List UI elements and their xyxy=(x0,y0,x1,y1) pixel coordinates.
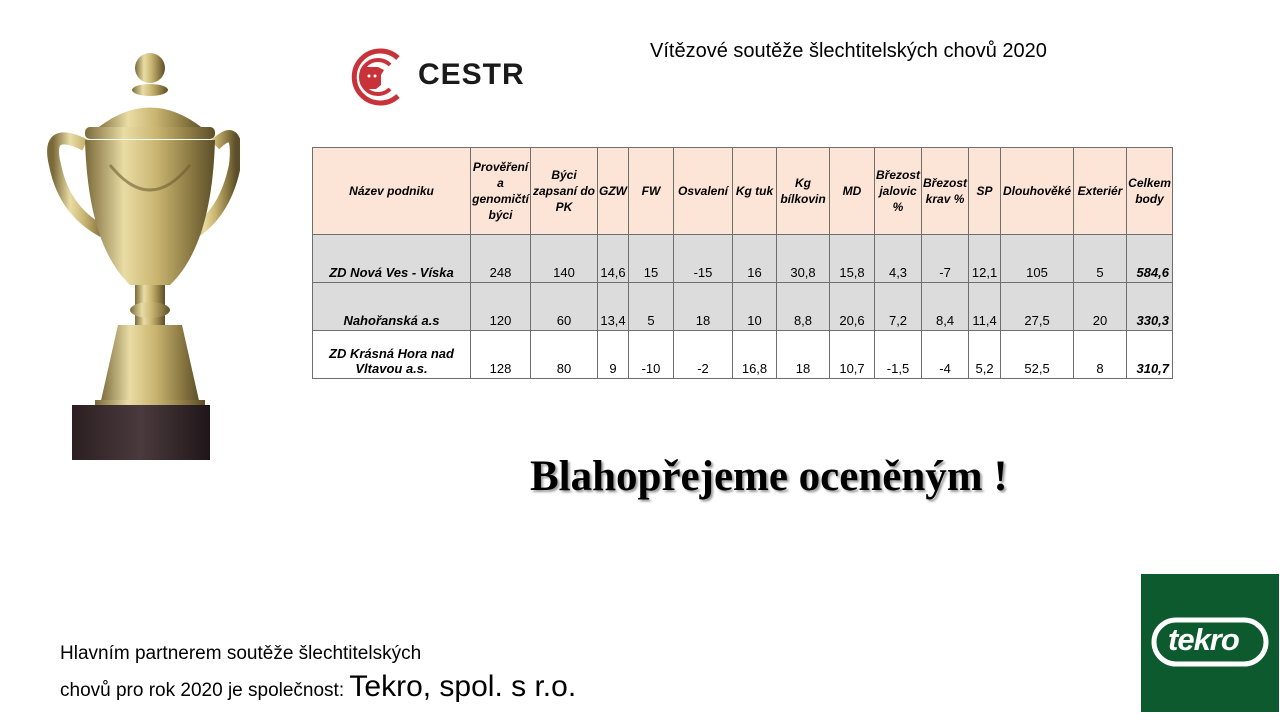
column-header: Březost krav % xyxy=(922,148,969,235)
table-cell: 8 xyxy=(1074,331,1127,379)
page-title: Vítězové soutěže šlechtitelských chovů 2020 xyxy=(650,40,1047,62)
cestr-logo-icon xyxy=(338,48,408,106)
table-cell: 9 xyxy=(598,331,629,379)
table-cell: 7,2 xyxy=(875,283,922,331)
congratulations-text: Blahopřejeme oceněným ! xyxy=(530,453,1008,500)
cestr-logo xyxy=(338,48,538,106)
table-cell: 16 xyxy=(733,235,777,283)
table-cell: 60 xyxy=(531,283,598,331)
table-cell: 105 xyxy=(1001,235,1074,283)
table-cell: 5 xyxy=(629,283,674,331)
table-cell: -1,5 xyxy=(875,331,922,379)
table-cell: 10 xyxy=(733,283,777,331)
logo-text: CESTR xyxy=(418,58,525,91)
table-cell: 27,5 xyxy=(1001,283,1074,331)
table-row xyxy=(313,235,1173,283)
table-row xyxy=(313,331,1173,379)
tekro-logo xyxy=(1141,574,1279,712)
results-table xyxy=(312,147,1173,379)
table-cell: 30,8 xyxy=(777,235,830,283)
tekro-logo-text: tekro xyxy=(1168,622,1239,657)
table-cell: 52,5 xyxy=(1001,331,1074,379)
table-cell: 8,4 xyxy=(922,283,969,331)
table-cell: -4 xyxy=(922,331,969,379)
total-cell: 310,7 xyxy=(1127,331,1173,379)
column-header: Prověření a genomičtí býci xyxy=(471,148,531,235)
table-cell: 12,1 xyxy=(969,235,1001,283)
table-cell: 140 xyxy=(531,235,598,283)
column-header: SP xyxy=(969,148,1001,235)
column-header: Býci zapsaní do PK xyxy=(531,148,598,235)
trophy-icon xyxy=(40,45,240,465)
table-header-row xyxy=(313,148,1173,235)
partner-text-prefix: chovů pro rok 2020 je společnost: xyxy=(60,680,345,701)
column-header: Název podniku xyxy=(313,148,471,235)
table-cell: -15 xyxy=(674,235,733,283)
table-cell: 248 xyxy=(471,235,531,283)
table-cell: 16,8 xyxy=(733,331,777,379)
company-name-cell: Nahořanská a.s xyxy=(313,283,471,331)
column-header: Kg bílkovin xyxy=(777,148,830,235)
table-cell: 4,3 xyxy=(875,235,922,283)
column-header: Celkem body xyxy=(1127,148,1173,235)
column-header: FW xyxy=(629,148,674,235)
table-cell: 20 xyxy=(1074,283,1127,331)
table-cell: 15 xyxy=(629,235,674,283)
company-name-cell: ZD Krásná Hora nad Vltavou a.s. xyxy=(313,331,471,379)
table-cell: 14,6 xyxy=(598,235,629,283)
table-row xyxy=(313,283,1173,331)
table-cell: 20,6 xyxy=(830,283,875,331)
total-cell: 330,3 xyxy=(1127,283,1173,331)
column-header: Březost jalovic % xyxy=(875,148,922,235)
table-cell: -2 xyxy=(674,331,733,379)
table-cell: 5 xyxy=(1074,235,1127,283)
table-cell: 80 xyxy=(531,331,598,379)
table-cell: -7 xyxy=(922,235,969,283)
table-cell: 5,2 xyxy=(969,331,1001,379)
table-cell: 13,4 xyxy=(598,283,629,331)
column-header: Dlouhověké xyxy=(1001,148,1074,235)
partner-text-line2 xyxy=(60,670,576,704)
table-cell: 18 xyxy=(777,331,830,379)
total-cell: 584,6 xyxy=(1127,235,1173,283)
table-cell: -10 xyxy=(629,331,674,379)
table-cell: 18 xyxy=(674,283,733,331)
column-header: Kg tuk xyxy=(733,148,777,235)
table-cell: 120 xyxy=(471,283,531,331)
column-header: GZW xyxy=(598,148,629,235)
table-cell: 15,8 xyxy=(830,235,875,283)
table-cell: 8,8 xyxy=(777,283,830,331)
table-cell: 10,7 xyxy=(830,331,875,379)
partner-text-line1: Hlavním partnerem soutěže šlechtitelských xyxy=(60,643,422,664)
partner-company-name: Tekro, spol. s r.o. xyxy=(349,670,577,703)
table-cell: 128 xyxy=(471,331,531,379)
column-header: MD xyxy=(830,148,875,235)
column-header: Osvalení xyxy=(674,148,733,235)
column-header: Exteriér xyxy=(1074,148,1127,235)
company-name-cell: ZD Nová Ves - Víska xyxy=(313,235,471,283)
table-cell: 11,4 xyxy=(969,283,1001,331)
